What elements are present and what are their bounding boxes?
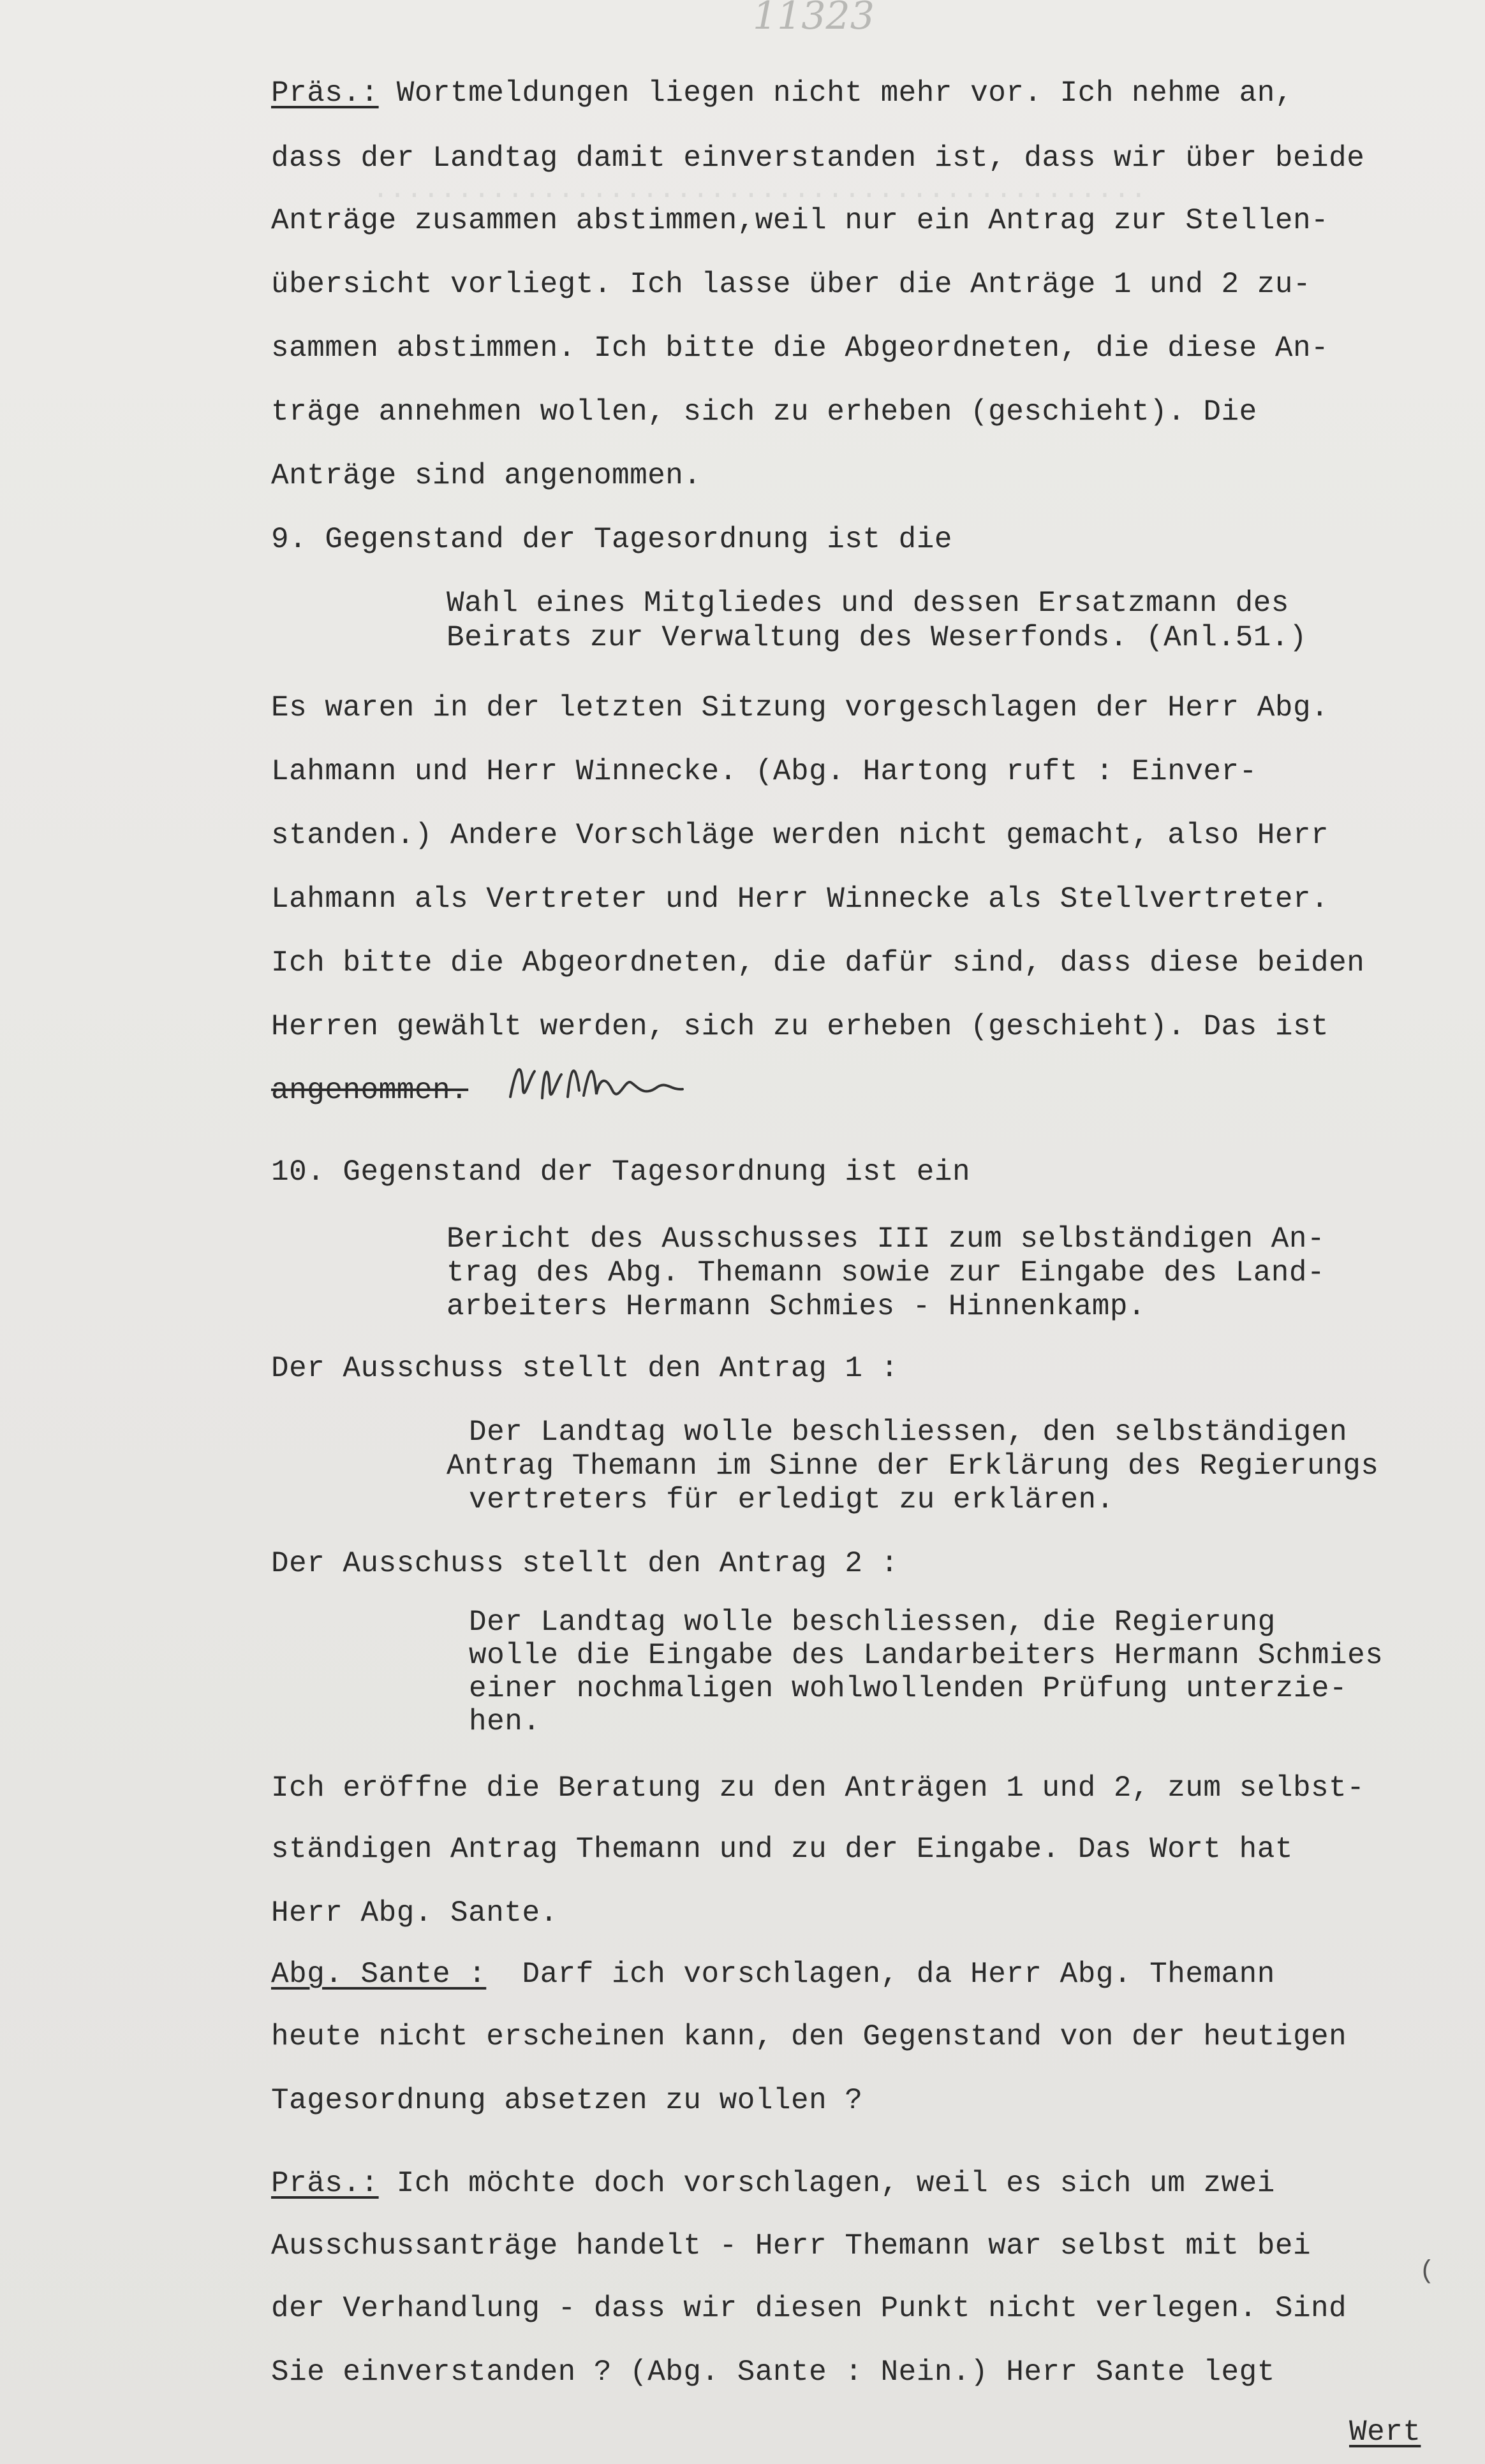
line-21: arbeiters Hermann Schmies - Hinnenkamp. — [447, 1290, 1146, 1323]
line-text: Darf ich vorschlagen, da Herr Abg. Themann — [486, 1958, 1275, 1991]
line-34 — [271, 1956, 1275, 1992]
agenda-item-9: 9. Gegenstand der Tagesordnung ist die — [271, 523, 952, 556]
speaker-label: Präs.: — [271, 2167, 379, 2200]
line-7: Anträge sind angenommen. — [271, 459, 702, 492]
line-39: der Verhandlung - dass wir diesen Punkt nicht verlegen. Sind — [271, 2292, 1347, 2325]
line-22: Der Ausschuss stellt den Antrag 1 : — [271, 1352, 899, 1385]
line-12: Lahmann und Herr Winnecke. (Abg. Hartong ruft : Einver- — [271, 755, 1257, 788]
line-23: Der Landtag wolle beschliessen, den selbständigen — [469, 1416, 1348, 1449]
speaker-label: Präs.: — [271, 77, 379, 110]
line-29: einer nochmaligen wohlwollenden Prüfung unterzie- — [469, 1672, 1348, 1705]
line-25: vertreters für erledigt zu erklären. — [469, 1483, 1114, 1516]
line-38: Ausschussanträge handelt - Herr Themann war selbst mit bei — [271, 2229, 1311, 2262]
line-2: dass der Landtag damit einverstanden ist, dass wir über beide — [271, 142, 1365, 175]
line-9: Wahl eines Mitgliedes und dessen Ersatzmann des — [447, 587, 1289, 620]
line-40: Sie einverstanden ? (Abg. Sante : Nein.) Herr Sante legt — [271, 2356, 1275, 2389]
bleed-through: .............................................. — [271, 174, 1148, 206]
line-24: Antrag Themann im Sinne der Erklärung des Regierungs — [447, 1449, 1379, 1483]
line-33: Herr Abg. Sante. — [271, 1896, 558, 1930]
line-3: Anträge zusammen abstimmen,weil nur ein Antrag zur Stellen- — [271, 204, 1329, 237]
handwritten-annotation — [504, 1052, 759, 1110]
catchword: Wert — [1349, 2416, 1421, 2449]
line-6: träge annehmen wollen, sich zu erheben (geschieht). Die — [271, 395, 1257, 429]
line-14: Lahmann als Vertreter und Herr Winnecke als Stellvertreter. — [271, 883, 1329, 916]
line-27: Der Landtag wolle beschliessen, die Regierung — [469, 1606, 1276, 1639]
line-4: übersicht vorliegt. Ich lasse über die Anträge 1 und 2 zu- — [271, 268, 1311, 301]
line-37 — [271, 2166, 1275, 2201]
line-32: ständigen Antrag Themann und zu der Eingabe. Das Wort hat — [271, 1833, 1293, 1866]
line-16: Herren gewählt werden, sich zu erheben (geschieht). Das ist — [271, 1010, 1329, 1043]
line-31: Ich eröffne die Beratung zu den Anträgen 1 und 2, zum selbst- — [271, 1771, 1365, 1805]
archive-page-number: 11323 — [753, 0, 875, 38]
speaker-label: Abg. Sante : — [271, 1958, 487, 1991]
line-36: Tagesordnung absetzen zu wollen ? — [271, 2084, 863, 2117]
line-17-struck: angenommen. — [271, 1074, 469, 1107]
line-30: hen. — [469, 1705, 541, 1738]
line-1 — [271, 75, 1293, 111]
line-20: trag des Abg. Themann sowie zur Eingabe des Land- — [447, 1256, 1326, 1289]
line-26: Der Ausschuss stellt den Antrag 2 : — [271, 1547, 899, 1580]
line-5: sammen abstimmen. Ich bitte die Abgeordneten, die diese An- — [271, 332, 1329, 365]
line-text: Wortmeldungen liegen nicht mehr vor. Ich nehme an, — [378, 77, 1293, 110]
line-19: Bericht des Ausschusses III zum selbständigen An- — [447, 1222, 1326, 1256]
line-35: heute nicht erscheinen kann, den Gegenstand von der heutigen — [271, 2020, 1347, 2053]
margin-mark: ( — [1419, 2257, 1435, 2286]
line-28: wolle die Eingabe des Landarbeiters Hermann Schmies — [469, 1639, 1384, 1672]
line-15: Ich bitte die Abgeordneten, die dafür sind, dass diese beiden — [271, 946, 1365, 979]
agenda-item-10: 10. Gegenstand der Tagesordnung ist ein — [271, 1155, 971, 1189]
line-11: Es waren in der letzten Sitzung vorgeschlagen der Herr Abg. — [271, 691, 1329, 724]
line-10: Beirats zur Verwaltung des Weserfonds. (Anl.51.) — [447, 621, 1308, 654]
line-13: standen.) Andere Vorschläge werden nicht gemacht, also Herr — [271, 819, 1329, 852]
line-text: Ich möchte doch vorschlagen, weil es sich um zwei — [378, 2167, 1275, 2200]
